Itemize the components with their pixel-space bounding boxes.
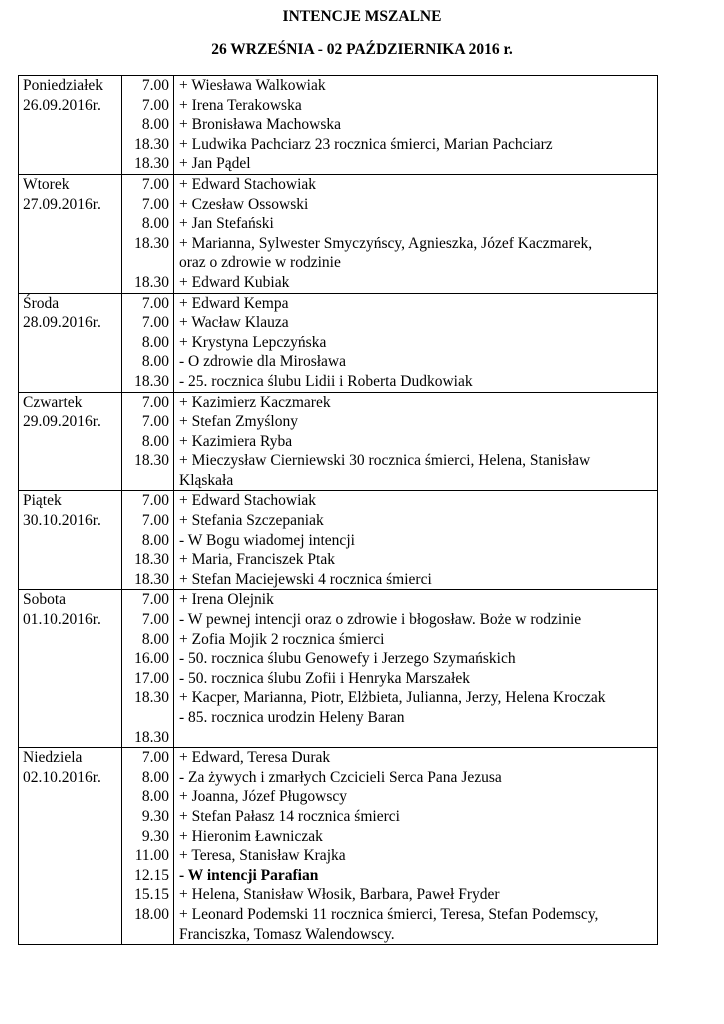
intention-line: + Krystyna Lepczyńska [179, 333, 327, 351]
day-cell [19, 174, 122, 293]
day-name: Niedziela [23, 749, 83, 767]
day-date: 28.09.2016r. [23, 314, 101, 332]
mass-time: 15.15 [134, 886, 169, 904]
mass-time: 7.00 [141, 77, 169, 94]
day-name: Sobota [23, 591, 67, 609]
intention-line: + Edward Stachowiak [179, 492, 317, 510]
table-row [19, 748, 658, 945]
intention-line: - W intencji Parafian [179, 866, 319, 884]
mass-time: 8.00 [141, 333, 169, 351]
mass-time: 18.30 [134, 372, 169, 390]
mass-time: 12.15 [134, 866, 169, 884]
intention-line: + Irena Terakowska [179, 96, 302, 114]
times-cell [122, 748, 174, 945]
mass-time: 7.00 [141, 195, 169, 213]
mass-time: 7.00 [141, 749, 169, 767]
mass-time: 17.00 [134, 669, 169, 687]
intention-line: + Irena Olejnik [179, 591, 274, 609]
mass-time [122, 925, 169, 945]
mass-time: 18.30 [134, 452, 169, 470]
intention-line: + Jan Stefański [179, 215, 274, 233]
day-name: Czwartek [23, 393, 83, 411]
day-date: 29.09.2016r. [23, 413, 101, 431]
mass-time: 7.00 [141, 591, 169, 609]
intention-line: - 50. rocznica ślubu Zofii i Henryka Marszałek [179, 669, 470, 687]
intention-line: - 25. rocznica ślubu Lidii i Roberta Dudkowiak [179, 372, 473, 390]
intention-line: - 50. rocznica ślubu Genowefy i Jerzego Szymańskich [179, 650, 516, 668]
table-row [19, 293, 658, 392]
day-cell [19, 293, 122, 392]
day-name: Poniedziałek [23, 77, 104, 94]
intention-line: + Edward Kubiak [179, 273, 290, 291]
mass-time: 9.30 [141, 807, 169, 825]
mass-time: 8.00 [141, 768, 169, 786]
mass-time: 8.00 [141, 432, 169, 450]
intention-line: + Leonard Podemski 11 rocznica śmierci, Teresa, Stefan Podemscy, [179, 905, 599, 923]
intention-line: - Za żywych i zmarłych Czcicieli Serca Pana Jezusa [179, 768, 502, 786]
mass-time [122, 471, 169, 491]
intention-line: + Wiesława Walkowiak [179, 77, 326, 94]
day-cell [19, 590, 122, 748]
mass-time: 8.00 [141, 353, 169, 371]
intention-line: + Zofia Mojik 2 rocznica śmierci [179, 630, 385, 648]
intention-line: + Hieronim Ławniczak [179, 827, 323, 845]
intention-line: + Kazimierz Kaczmarek [179, 393, 331, 411]
intentions-cell [174, 590, 658, 748]
mass-time: 8.00 [141, 788, 169, 806]
mass-time: 8.00 [141, 630, 169, 648]
intentions-cell [174, 76, 658, 175]
table-row [19, 76, 658, 175]
intention-line: + Kacper, Marianna, Piotr, Elżbieta, Julianna, Jerzy, Helena Kroczak [179, 689, 606, 707]
day-cell [19, 392, 122, 491]
intention-line: + Czesław Ossowski [179, 195, 309, 213]
table-body [19, 76, 658, 945]
intentions-cell [174, 748, 658, 945]
intention-line: - O zdrowie dla Mirosława [179, 353, 347, 371]
intention-line: Kląskała [179, 471, 234, 489]
intention-line: + Edward Kempa [179, 294, 289, 312]
intentions-cell [174, 392, 658, 491]
mass-time: 9.30 [141, 827, 169, 845]
mass-time: 7.00 [141, 611, 169, 629]
intention-line: + Edward Stachowiak [179, 175, 317, 193]
mass-time: 7.00 [141, 393, 169, 411]
mass-time: 7.00 [141, 413, 169, 431]
day-cell [19, 491, 122, 590]
times-cell [122, 174, 174, 293]
intention-line: + Joanna, Józef Pługowscy [179, 788, 348, 806]
intention-line: + Marianna, Sylwester Smyczyńscy, Agnieszka, Józef Kaczmarek, [179, 234, 593, 252]
times-cell [122, 293, 174, 392]
mass-time: 8.00 [141, 215, 169, 233]
mass-time [122, 253, 169, 273]
times-cell [122, 76, 174, 175]
mass-time: 11.00 [134, 847, 169, 865]
intention-line: - W pewnej intencji oraz o zdrowie i błogosław. Boże w rodzinie [179, 611, 582, 629]
intention-line: Franciszka, Tomasz Walendowscy. [179, 925, 395, 943]
day-date: 01.10.2016r. [23, 611, 101, 629]
day-name: Wtorek [23, 175, 70, 193]
mass-time: 16.00 [134, 650, 169, 668]
intention-line: + Wacław Klauza [179, 314, 289, 332]
mass-time: 7.00 [141, 314, 169, 332]
day-date: 30.10.2016r. [23, 512, 101, 530]
day-cell [19, 748, 122, 945]
mass-time: 18.30 [134, 135, 169, 153]
mass-intentions-table [18, 75, 658, 945]
mass-time: 18.30 [134, 155, 169, 173]
times-cell [122, 392, 174, 491]
intention-line: + Stefan Maciejewski 4 rocznica śmierci [179, 570, 432, 588]
intentions-cell [174, 491, 658, 590]
mass-time: 7.00 [141, 294, 169, 312]
intentions-cell [174, 174, 658, 293]
mass-time [122, 708, 169, 728]
mass-time: 7.00 [141, 512, 169, 530]
intention-line: - W Bogu wiadomej intencji [179, 531, 355, 549]
page-subtitle: 26 WRZEŚNIA - 02 PAŹDZIERNIKA 2016 r. [211, 41, 513, 58]
intention-line: + Stefan Zmyślony [179, 413, 298, 431]
mass-time: 8.00 [141, 531, 169, 549]
intention-line: + Edward, Teresa Durak [179, 749, 331, 767]
mass-time: 18.30 [134, 689, 169, 707]
intention-line: oraz o zdrowie w rodzinie [179, 254, 341, 272]
intention-line: + Kazimiera Ryba [179, 432, 293, 450]
mass-time: 8.00 [141, 116, 169, 134]
day-date: 27.09.2016r. [23, 195, 101, 213]
mass-time: 18.00 [134, 905, 169, 923]
mass-time: 18.30 [134, 234, 169, 252]
intention-line: + Mieczysław Cierniewski 30 rocznica śmierci, Helena, Stanisław [179, 452, 591, 470]
intention-line: + Stefania Szczepaniak [179, 512, 324, 530]
intention-line: + Teresa, Stanisław Krajka [179, 847, 346, 865]
table-row [19, 491, 658, 590]
table-row [19, 392, 658, 491]
table-row [19, 174, 658, 293]
mass-time: 18.30 [134, 273, 169, 291]
mass-time: 7.00 [141, 492, 169, 510]
intention-line: + Maria, Franciszek Ptak [179, 551, 335, 569]
mass-time: 18.30 [134, 728, 169, 746]
day-name: Piątek [23, 492, 62, 510]
day-date: 26.09.2016r. [23, 96, 101, 114]
intention-line: + Helena, Stanisław Włosik, Barbara, Paweł Fryder [179, 886, 500, 904]
times-cell [122, 590, 174, 748]
intentions-cell [174, 293, 658, 392]
mass-time: 7.00 [141, 96, 169, 114]
table-row [19, 590, 658, 748]
page-title: INTENCJE MSZALNE [282, 8, 442, 25]
intention-line: + Bronisława Machowska [179, 116, 341, 134]
day-name: Środa [23, 294, 60, 312]
mass-time: 18.30 [134, 570, 169, 588]
intention-line: - 85. rocznica urodzin Heleny Baran [179, 709, 405, 726]
times-cell [122, 491, 174, 590]
mass-time: 7.00 [141, 175, 169, 193]
intention-line: + Stefan Pałasz 14 rocznica śmierci [179, 807, 400, 825]
day-date: 02.10.2016r. [23, 768, 101, 786]
mass-time: 18.30 [134, 551, 169, 569]
intention-line: + Jan Pądel [179, 155, 251, 173]
intention-line: + Ludwika Pachciarz 23 rocznica śmierci, Marian Pachciarz [179, 135, 553, 153]
intention-line [179, 728, 657, 748]
day-cell [19, 76, 122, 175]
